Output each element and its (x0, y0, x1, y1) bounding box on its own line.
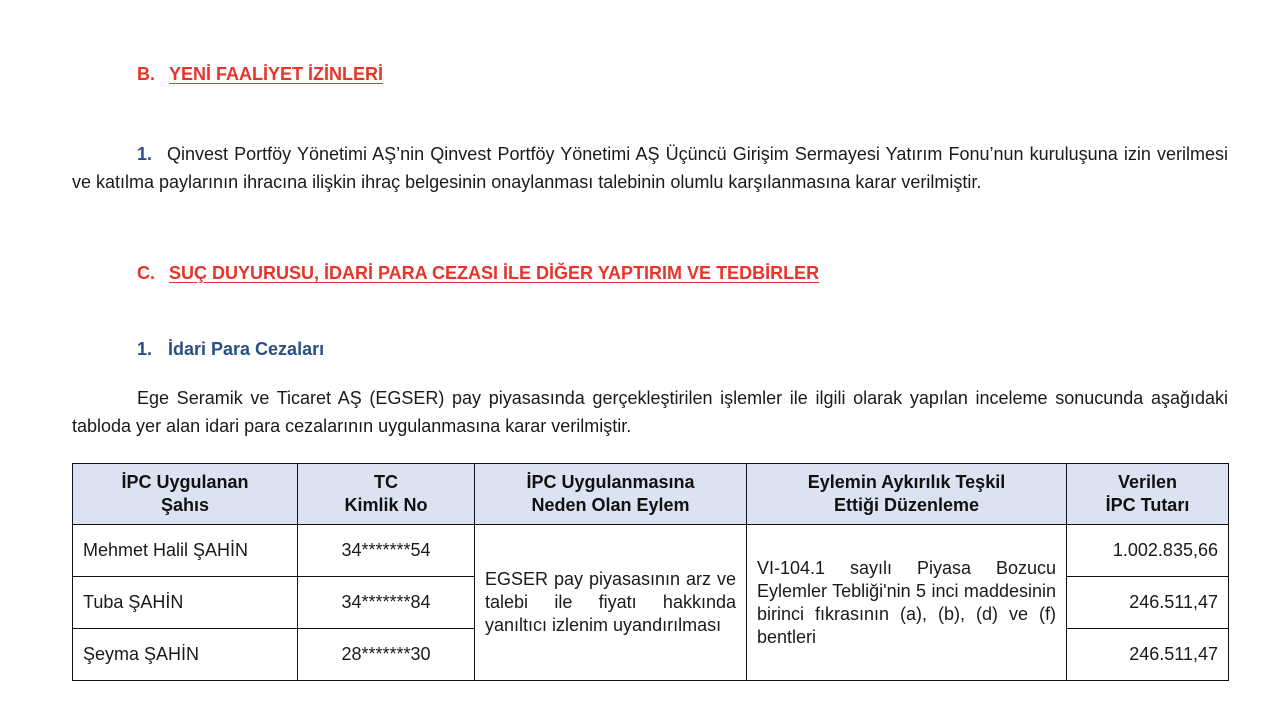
regulation-cell: VI-104.1 sayılı Piyasa Bozucu Eylemler Tebliği'nin 5 inci maddesinin birinci fıkrasının (a), (b), (d) ve (f) bentleri (747, 525, 1067, 681)
header-person-line2: Şahıs (160, 495, 210, 515)
row-name: Şeyma ŞAHİN (73, 629, 298, 681)
section-b-letter: B. (137, 64, 155, 84)
item-b1-paragraph (72, 140, 1228, 196)
row-tc: 34*******84 (298, 577, 475, 629)
header-regulation (747, 464, 1067, 525)
header-act (475, 464, 747, 525)
table-row (73, 525, 1229, 577)
section-b-title: YENİ FAALİYET İZİNLERİ (169, 64, 384, 84)
header-amount (1067, 464, 1229, 525)
section-b-heading (137, 63, 383, 85)
header-amount-line1: Verilen (1117, 472, 1178, 492)
subsection-c1-title: İdari Para Cezaları (168, 339, 325, 359)
row-amount: 1.002.835,66 (1067, 525, 1229, 577)
section-c-letter: C. (137, 263, 155, 283)
section-c-title: SUÇ DUYURUSU, İDARİ PARA CEZASI İLE DİĞER YAPTIRIM VE TEDBİRLER (169, 263, 820, 283)
header-tc (298, 464, 475, 525)
row-name: Mehmet Halil ŞAHİN (73, 525, 298, 577)
act-cell: EGSER pay piyasasının arz ve talebi ile fiyatı hakkında yanıltıcı izlenim uyandırılması (475, 525, 747, 681)
header-act-line2: Neden Olan Eylem (531, 495, 690, 515)
row-name: Tuba ŞAHİN (73, 577, 298, 629)
penalties-table (72, 463, 1229, 681)
subsection-c1-number: 1. (137, 339, 153, 359)
header-person (73, 464, 298, 525)
row-tc: 28*******30 (298, 629, 475, 681)
header-amount-line2: İPC Tutarı (1105, 495, 1190, 515)
header-tc-line1: TC (374, 472, 398, 492)
row-amount: 246.511,47 (1067, 629, 1229, 681)
row-amount: 246.511,47 (1067, 577, 1229, 629)
row-tc: 34*******54 (298, 525, 475, 577)
header-person-line1: İPC Uygulanan (121, 472, 249, 492)
header-act-line1: İPC Uygulanmasına (526, 472, 695, 492)
intro-paragraph: Ege Seramik ve Ticaret AŞ (EGSER) pay piyasasında gerçekleştirilen işlemler ile ilgili olarak yapılan inceleme sonucunda aşağıdaki tabloda yer alan idari para cezalarının uygulanmasına karar verilmiştir. (72, 388, 1228, 436)
item-b1-text: Qinvest Portföy Yönetimi AŞ’nin Qinvest Portföy Yönetimi AŞ Üçüncü Girişim Sermayesi Yatırım Fonu’nun kuruluşuna izin verilmesi ve katılma paylarının ihracına ilişkin ihraç belgesinin onaylanması talebinin olumlu karşılanmasına karar verilmiştir. (72, 144, 1228, 192)
header-tc-line2: Kimlik No (344, 495, 428, 515)
header-regulation-line2: Ettiği Düzenleme (833, 495, 980, 515)
item-b1-number: 1. (137, 144, 153, 164)
section-c-heading (137, 262, 819, 284)
header-regulation-line1: Eylemin Aykırılık Teşkil (807, 472, 1006, 492)
table-header-row (73, 464, 1229, 525)
subsection-c1-heading (137, 338, 324, 360)
